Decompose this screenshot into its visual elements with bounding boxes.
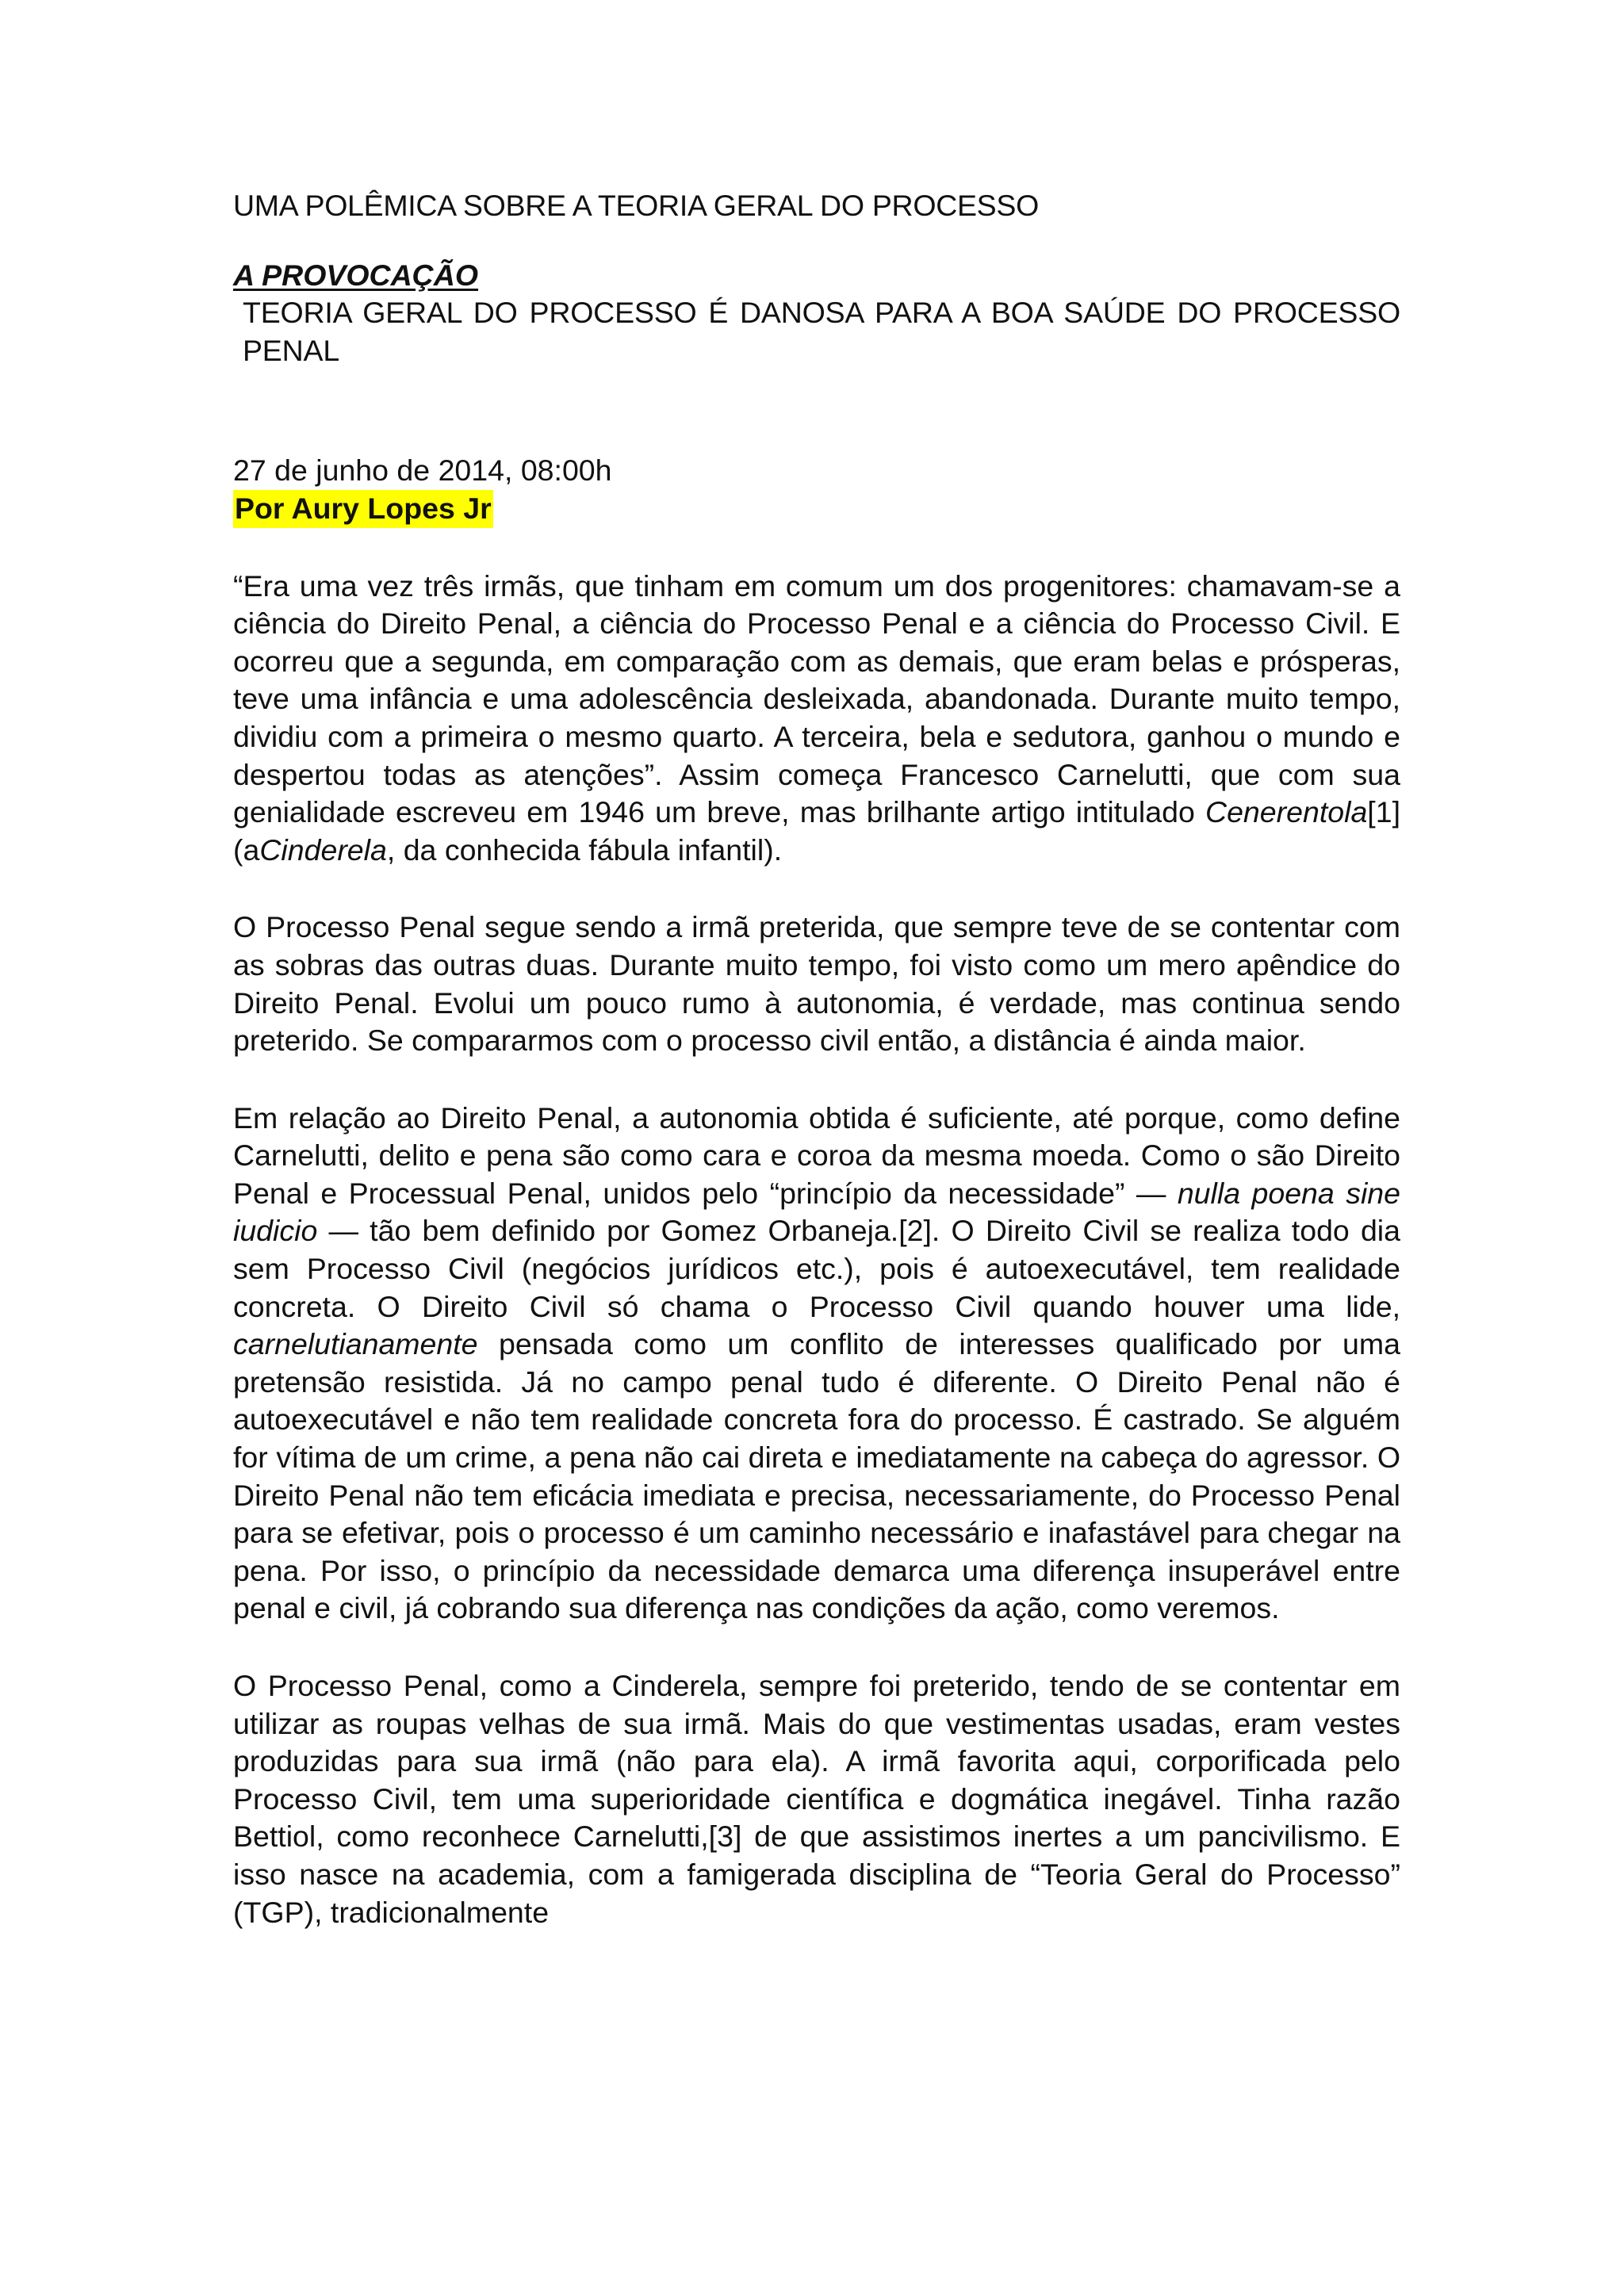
paragraph-2: O Processo Penal segue sendo a irmã preterida, que sempre teve de se contentar com as sobras das outras duas. Durante muito tempo, foi visto como um mero apêndice do Direito Penal. Evolui um pouco rumo à autonomia, é verdade, mas continua sendo preterido. Se compararmos com o processo civil então, a distância é ainda maior. <box>233 910 1400 1058</box>
paragraph-1 <box>233 568 1400 870</box>
paragraph-1-italic-cinderela: Cinderela <box>259 832 387 867</box>
paragraph-3 <box>233 1100 1400 1628</box>
paragraph-3-text-c: — tão bem definido por Gomez Orbaneja.[2]. O Direito Civil se realiza todo dia sem Processo Civil (negócios jurídicos etc.), pois é autoexecutável, tem realidade concreta. O Direito Civil só chama o Processo Civil quando houver uma lide, <box>233 1214 1400 1323</box>
paragraph-1-text-e: , da conhecida fábula infantil). <box>386 832 783 867</box>
paragraph-3-italic-latin: nulla poena sine iudicio <box>233 1176 1400 1248</box>
paragraph-1-italic-cenerentola: Cenerentola <box>1205 795 1368 829</box>
document-title: UMA POLÊMICA SOBRE A TEORIA GERAL DO PROCESSO <box>233 189 1039 222</box>
paragraph-1-text-c: [1] (a <box>233 795 1400 867</box>
paragraph-3-text-e: pensada como um conflito de interesses qualificado por uma pretensão resistida. Já no campo penal tudo é diferente. O Direito Penal não é autoexecutável e não tem realidade concreta fora do processo. É castrado. Se alguém for vítima de um crime, a pena não cai direta e imediatamente na cabeça do agressor. O Direito Penal não tem eficácia imediata e precisa, necessariamente, do Processo Penal para se efetivar, pois o processo é um caminho necessário e inafastável para chegar na pena. Por isso, o princípio da necessidade demarca uma diferença insuperável entre penal e civil, já cobrando sua diferença nas condições da ação, como veremos. <box>233 1327 1400 1625</box>
document-page <box>233 187 1400 1931</box>
paragraph-3-text-a: Em relação ao Direito Penal, a autonomia obtida é suficiente, até porque, como define Carnelutti, delito e pena são como cara e coroa da mesma moeda. Como o são Direito Penal e Processual Penal, unidos pelo “princípio da necessidade” — <box>233 1100 1400 1210</box>
article-subtitle: TEORIA GERAL DO PROCESSO É DANOSA PARA A BOA SAÚDE DO PROCESSO PENAL <box>243 296 1400 367</box>
author-name: Por Aury Lopes Jr <box>233 490 493 528</box>
author-line <box>233 490 1400 528</box>
provocation-heading: A PROVOCAÇÃO <box>233 258 479 292</box>
paragraph-4: O Processo Penal, como a Cinderela, sempre foi preterido, tendo de se contentar em utilizar as roupas velhas de sua irmã. Mais do que vestimentas usadas, eram vestes produzidas para sua irmã (não para ela). A irmã favorita aqui, corporificada pelo Processo Civil, tem uma superioridade científica e dogmática inegável. Tinha razão Bettiol, como reconhece Carnelutti,[3] de que assistimos inertes a um pancivilismo. E isso nasce na academia, com a famigerada disciplina de “Teoria Geral do Processo” (TGP), tradicionalmente <box>233 1669 1400 1929</box>
publication-date: 27 de junho de 2014, 08:00h <box>233 453 612 488</box>
paragraph-1-text-a: “Era uma vez três irmãs, que tinham em comum um dos progenitores: chamavam-se a ciência do Direito Penal, a ciência do Processo Penal e a ciência do Processo Civil. E ocorreu que a segunda, em comparação com as demais, que eram belas e prósperas, teve uma infância e uma adolescência desleixada, abandonada. Durante muito tempo, dividiu com a primeira o mesmo quarto. A terceira, bela e sedutora, ganhou o mundo e despertou todas as atenções”. Assim começa Francesco Carnelutti, que com sua genialidade escreveu em 1946 um breve, mas brilhante artigo intitulado <box>233 568 1400 829</box>
paragraph-3-italic-carnelutianamente: carnelutianamente <box>233 1327 478 1361</box>
